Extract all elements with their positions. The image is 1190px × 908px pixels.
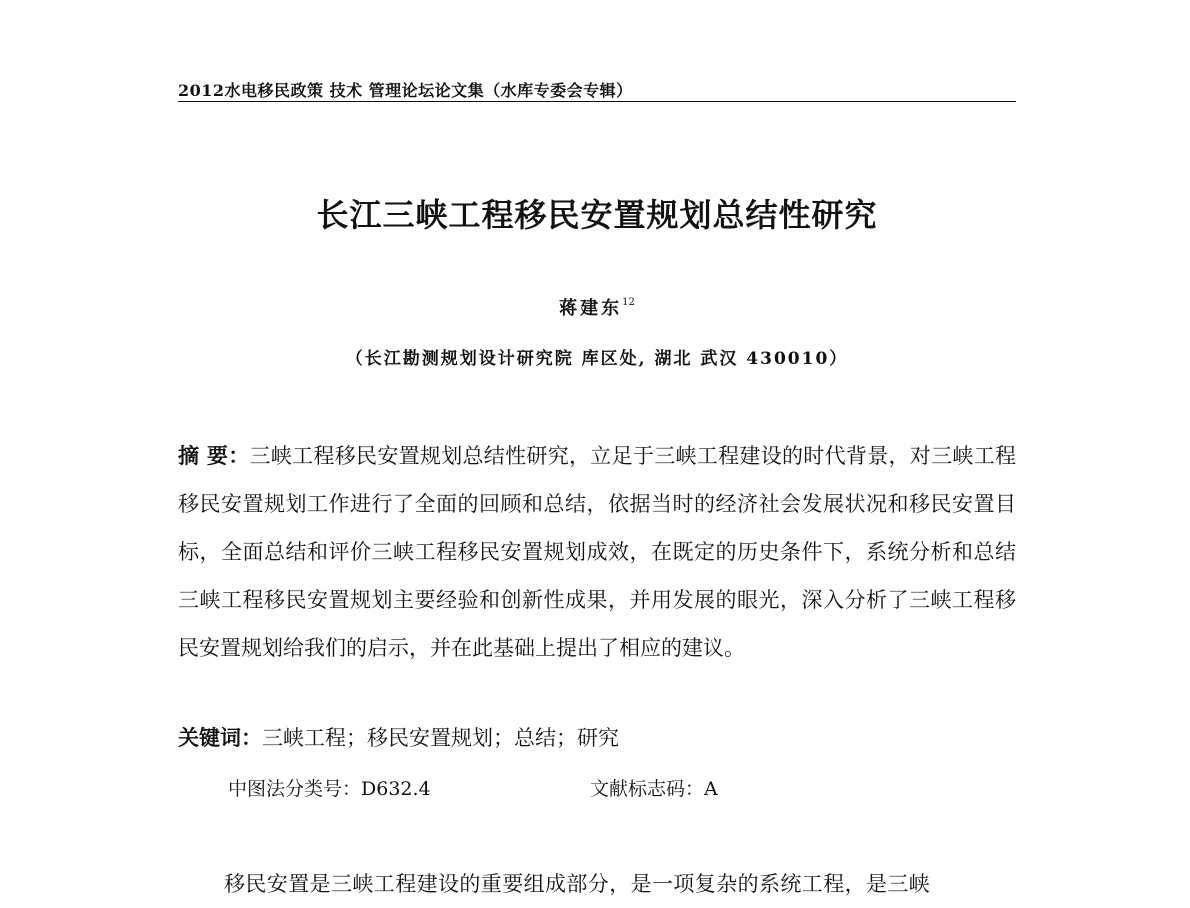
running-header: 2012水电移民政策 技术 管理论坛论文集（水库专委会专辑）	[178, 81, 633, 100]
author-affiliation-marker: 12	[622, 297, 635, 308]
keywords-text: 三峡工程；移民安置规划；总结；研究	[262, 726, 619, 750]
abstract-label: 摘 要：	[178, 443, 250, 468]
clc-number: 中图法分类号：D632.4	[228, 778, 431, 800]
keywords	[178, 722, 1016, 752]
abstract-text: 三峡工程移民安置规划总结性研究，立足于三峡工程建设的时代背景，对三峡工程移民安置规划工作进行了全面的回顾和总结，依据当时的经济社会发展状况和移民安置目标，全面总结和评价三峡工程移民安置规划成效，在既定的历史条件下，系统分析和总结三峡工程移民安置规划主要经验和创新性成果，并用发展的眼光，深入分析了三峡工程移民安置规划给我们的启示，并在此基础上提出了相应的建议。	[178, 444, 1017, 660]
keywords-label: 关键词：	[178, 725, 262, 750]
author-affiliation: （长江勘测规划设计研究院 库区处, 湖北 武汉 430010）	[345, 349, 849, 369]
author-name: 蒋建东	[559, 298, 623, 319]
document-code: 文献标志码：A	[590, 778, 718, 800]
classification-line	[228, 774, 1016, 801]
body-paragraph: 移民安置是三峡工程建设的重要组成部分，是一项复杂的系统工程，是三峡	[224, 872, 931, 896]
author-line	[178, 294, 1016, 320]
abstract	[178, 432, 1016, 672]
header-rule	[178, 101, 1016, 102]
paper-title: 长江三峡工程移民安置规划总结性研究	[316, 196, 878, 234]
